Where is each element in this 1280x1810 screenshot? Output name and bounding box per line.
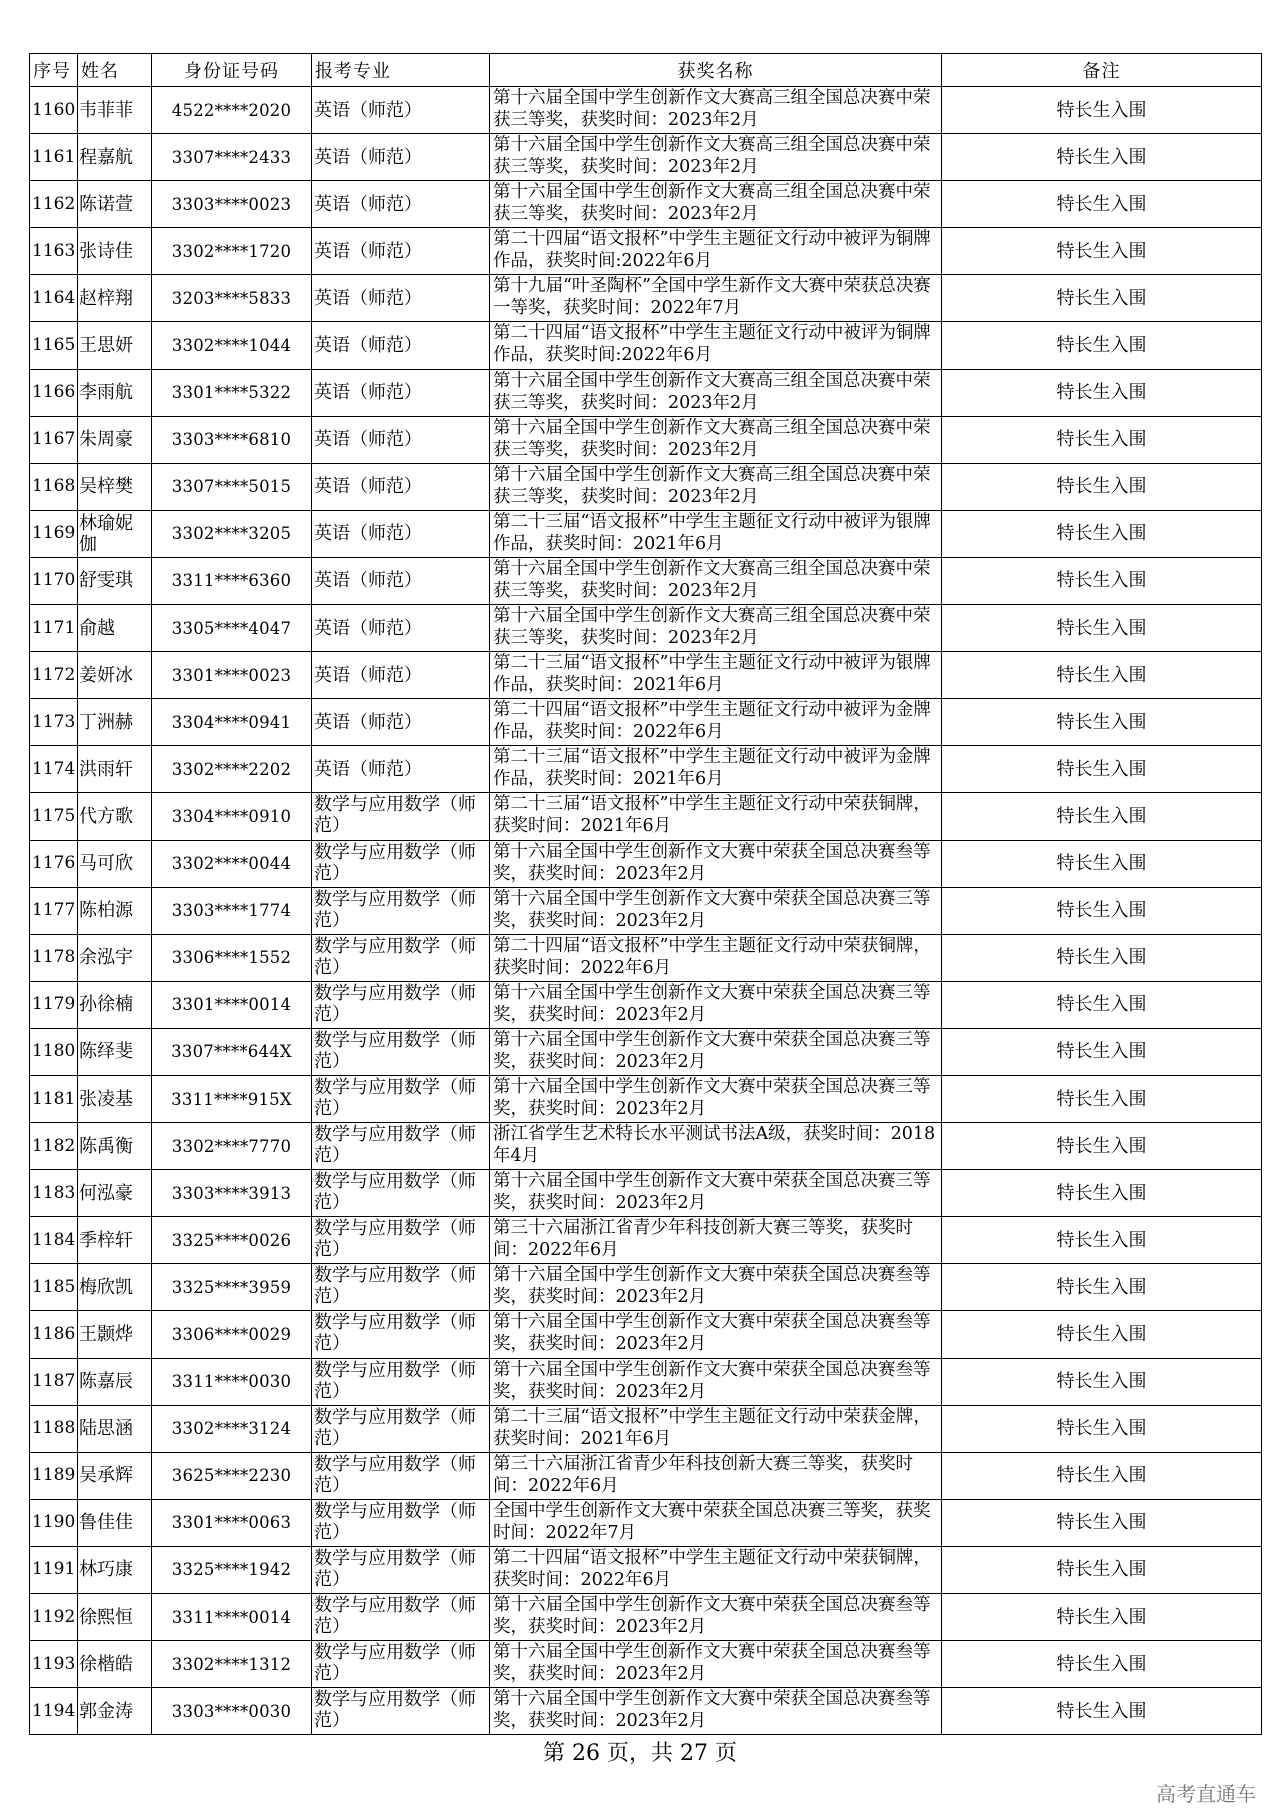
major-cell: 英语（师范）	[312, 463, 490, 510]
name-cell: 舒雯琪	[78, 557, 152, 604]
note-cell: 特长生入围	[942, 1028, 1262, 1075]
serial-cell: 1174	[30, 746, 78, 793]
table-row	[30, 228, 1262, 275]
award-cell: 第二十三届“语文报杯”中学生主题征文行动中荣获金牌，获奖时间：2021年6月	[490, 1405, 942, 1452]
note-cell: 特长生入围	[942, 369, 1262, 416]
table-row	[30, 793, 1262, 840]
note-cell: 特长生入围	[942, 793, 1262, 840]
note-cell: 特长生入围	[942, 1358, 1262, 1405]
major-cell: 数学与应用数学（师范）	[312, 1641, 490, 1688]
id-number-cell: 3303****0023	[152, 181, 312, 228]
id-number-cell: 3303****1774	[152, 887, 312, 934]
header-serial: 序号	[30, 54, 78, 87]
table-body	[30, 87, 1262, 1735]
major-cell: 英语（师范）	[312, 510, 490, 557]
id-number-cell: 3325****0026	[152, 1217, 312, 1264]
award-cell: 第十六届全国中学生创新作文大赛中荣获全国总决赛三等奖，获奖时间：2023年2月	[490, 1170, 942, 1217]
award-cell: 全国中学生创新作文大赛中荣获全国总决赛三等奖，获奖时间：2022年7月	[490, 1499, 942, 1546]
major-cell: 数学与应用数学（师范）	[312, 1405, 490, 1452]
award-cell: 第十六届全国中学生创新作文大赛中荣获全国总决赛叁等奖，获奖时间：2023年2月	[490, 840, 942, 887]
name-cell: 徐熙恒	[78, 1594, 152, 1641]
name-cell: 李雨航	[78, 369, 152, 416]
serial-cell: 1164	[30, 275, 78, 322]
serial-cell: 1160	[30, 87, 78, 134]
id-number-cell: 3303****3913	[152, 1170, 312, 1217]
table-row	[30, 1170, 1262, 1217]
serial-cell: 1161	[30, 134, 78, 181]
note-cell: 特长生入围	[942, 510, 1262, 557]
id-number-cell: 3303****6810	[152, 416, 312, 463]
id-number-cell: 3625****2230	[152, 1452, 312, 1499]
name-cell: 孙徐楠	[78, 981, 152, 1028]
award-cell: 第十六届全国中学生创新作文大赛高三组全国总决赛中荣获三等奖，获奖时间：2023年2月	[490, 87, 942, 134]
major-cell: 数学与应用数学（师范）	[312, 1499, 490, 1546]
name-cell: 马可欣	[78, 840, 152, 887]
major-cell: 数学与应用数学（师范）	[312, 1594, 490, 1641]
id-number-cell: 3302****3124	[152, 1405, 312, 1452]
serial-cell: 1192	[30, 1594, 78, 1641]
table-row	[30, 1123, 1262, 1170]
award-cell: 第十九届“叶圣陶杯”全国中学生新作文大赛中荣获总决赛一等奖，获奖时间：2022年7月	[490, 275, 942, 322]
table-row	[30, 87, 1262, 134]
name-cell: 鲁佳佳	[78, 1499, 152, 1546]
table-row	[30, 1311, 1262, 1358]
note-cell: 特长生入围	[942, 134, 1262, 181]
major-cell: 英语（师范）	[312, 557, 490, 604]
note-cell: 特长生入围	[942, 746, 1262, 793]
serial-cell: 1190	[30, 1499, 78, 1546]
table-row	[30, 134, 1262, 181]
award-cell: 第十六届全国中学生创新作文大赛高三组全国总决赛中荣获三等奖，获奖时间：2023年2月	[490, 557, 942, 604]
id-number-cell: 3311****0014	[152, 1594, 312, 1641]
table-row	[30, 934, 1262, 981]
major-cell: 英语（师范）	[312, 746, 490, 793]
table-row	[30, 887, 1262, 934]
name-cell: 余泓宇	[78, 934, 152, 981]
id-number-cell: 3302****1312	[152, 1641, 312, 1688]
major-cell: 数学与应用数学（师范）	[312, 1217, 490, 1264]
award-cell: 第二十四届“语文报杯”中学生主题征文行动中被评为铜牌作品，获奖时间:2022年6月	[490, 228, 942, 275]
table-row	[30, 1028, 1262, 1075]
table-row	[30, 275, 1262, 322]
major-cell: 英语（师范）	[312, 228, 490, 275]
table-row	[30, 1452, 1262, 1499]
note-cell: 特长生入围	[942, 699, 1262, 746]
serial-cell: 1193	[30, 1641, 78, 1688]
table-row	[30, 652, 1262, 699]
serial-cell: 1176	[30, 840, 78, 887]
note-cell: 特长生入围	[942, 416, 1262, 463]
watermark-text: 高考直通车	[1156, 1782, 1256, 1806]
major-cell: 数学与应用数学（师范）	[312, 1311, 490, 1358]
table-row	[30, 1405, 1262, 1452]
name-cell: 俞越	[78, 605, 152, 652]
serial-cell: 1162	[30, 181, 78, 228]
serial-cell: 1163	[30, 228, 78, 275]
major-cell: 数学与应用数学（师范）	[312, 1264, 490, 1311]
name-cell: 林巧康	[78, 1546, 152, 1593]
header-note: 备注	[942, 54, 1262, 87]
major-cell: 英语（师范）	[312, 369, 490, 416]
table-row	[30, 1499, 1262, 1546]
serial-cell: 1186	[30, 1311, 78, 1358]
id-number-cell: 3302****2202	[152, 746, 312, 793]
major-cell: 英语（师范）	[312, 605, 490, 652]
note-cell: 特长生入围	[942, 275, 1262, 322]
note-cell: 特长生入围	[942, 981, 1262, 1028]
id-number-cell: 3303****0030	[152, 1688, 312, 1735]
major-cell: 数学与应用数学（师范）	[312, 981, 490, 1028]
note-cell: 特长生入围	[942, 605, 1262, 652]
table-header-row	[30, 54, 1262, 87]
table-row	[30, 1546, 1262, 1593]
note-cell: 特长生入围	[942, 1452, 1262, 1499]
major-cell: 数学与应用数学（师范）	[312, 1123, 490, 1170]
table-row	[30, 1641, 1262, 1688]
id-number-cell: 3306****1552	[152, 934, 312, 981]
name-cell: 张诗佳	[78, 228, 152, 275]
name-cell: 姜妍冰	[78, 652, 152, 699]
serial-cell: 1175	[30, 793, 78, 840]
name-cell: 梅欣凯	[78, 1264, 152, 1311]
note-cell: 特长生入围	[942, 1170, 1262, 1217]
id-number-cell: 3302****1720	[152, 228, 312, 275]
award-cell: 第二十三届“语文报杯”中学生主题征文行动中被评为银牌作品，获奖时间：2021年6月	[490, 510, 942, 557]
award-list-sheet	[29, 53, 1261, 1735]
name-cell: 赵梓翔	[78, 275, 152, 322]
id-number-cell: 3304****0910	[152, 793, 312, 840]
award-cell: 第十六届全国中学生创新作文大赛中荣获全国总决赛三等奖，获奖时间：2023年2月	[490, 981, 942, 1028]
name-cell: 程嘉航	[78, 134, 152, 181]
note-cell: 特长生入围	[942, 557, 1262, 604]
id-number-cell: 3305****4047	[152, 605, 312, 652]
serial-cell: 1177	[30, 887, 78, 934]
serial-cell: 1182	[30, 1123, 78, 1170]
award-cell: 第十六届全国中学生创新作文大赛高三组全国总决赛中荣获三等奖，获奖时间：2023年2月	[490, 605, 942, 652]
serial-cell: 1169	[30, 510, 78, 557]
award-cell: 第十六届全国中学生创新作文大赛高三组全国总决赛中荣获三等奖，获奖时间：2023年2月	[490, 463, 942, 510]
table-row	[30, 1358, 1262, 1405]
serial-cell: 1170	[30, 557, 78, 604]
name-cell: 何泓豪	[78, 1170, 152, 1217]
name-cell: 郭金涛	[78, 1688, 152, 1735]
serial-cell: 1167	[30, 416, 78, 463]
major-cell: 英语（师范）	[312, 134, 490, 181]
page-number: 第 26 页，共 27 页	[543, 1741, 737, 1766]
serial-cell: 1168	[30, 463, 78, 510]
table-row	[30, 1217, 1262, 1264]
major-cell: 英语（师范）	[312, 699, 490, 746]
name-cell: 陈禹衡	[78, 1123, 152, 1170]
table-row	[30, 463, 1262, 510]
award-table	[29, 53, 1262, 1735]
major-cell: 数学与应用数学（师范）	[312, 1546, 490, 1593]
note-cell: 特长生入围	[942, 87, 1262, 134]
header-name: 姓名	[78, 54, 152, 87]
note-cell: 特长生入围	[942, 1311, 1262, 1358]
id-number-cell: 3311****6360	[152, 557, 312, 604]
note-cell: 特长生入围	[942, 840, 1262, 887]
serial-cell: 1189	[30, 1452, 78, 1499]
note-cell: 特长生入围	[942, 1075, 1262, 1122]
id-number-cell: 3302****1044	[152, 322, 312, 369]
award-cell: 第十六届全国中学生创新作文大赛高三组全国总决赛中荣获三等奖，获奖时间：2023年2月	[490, 134, 942, 181]
note-cell: 特长生入围	[942, 1499, 1262, 1546]
major-cell: 数学与应用数学（师范）	[312, 1358, 490, 1405]
serial-cell: 1185	[30, 1264, 78, 1311]
id-number-cell: 3307****2433	[152, 134, 312, 181]
note-cell: 特长生入围	[942, 1123, 1262, 1170]
note-cell: 特长生入围	[942, 322, 1262, 369]
award-cell: 第十六届全国中学生创新作文大赛中荣获全国总决赛叁等奖，获奖时间：2023年2月	[490, 1358, 942, 1405]
major-cell: 数学与应用数学（师范）	[312, 887, 490, 934]
major-cell: 英语（师范）	[312, 416, 490, 463]
serial-cell: 1173	[30, 699, 78, 746]
major-cell: 英语（师范）	[312, 652, 490, 699]
serial-cell: 1187	[30, 1358, 78, 1405]
name-cell: 陈柏源	[78, 887, 152, 934]
award-cell: 第二十三届“语文报杯”中学生主题征文行动中被评为银牌作品，获奖时间：2021年6月	[490, 652, 942, 699]
major-cell: 英语（师范）	[312, 181, 490, 228]
major-cell: 数学与应用数学（师范）	[312, 1452, 490, 1499]
table-row	[30, 510, 1262, 557]
name-cell: 陈绎斐	[78, 1028, 152, 1075]
name-cell: 朱周豪	[78, 416, 152, 463]
serial-cell: 1171	[30, 605, 78, 652]
award-cell: 第十六届全国中学生创新作文大赛高三组全国总决赛中荣获三等奖，获奖时间：2023年2月	[490, 181, 942, 228]
id-number-cell: 3311****915X	[152, 1075, 312, 1122]
award-cell: 第十六届全国中学生创新作文大赛高三组全国总决赛中荣获三等奖，获奖时间：2023年2月	[490, 369, 942, 416]
id-number-cell: 3302****7770	[152, 1123, 312, 1170]
note-cell: 特长生入围	[942, 934, 1262, 981]
id-number-cell: 3302****0044	[152, 840, 312, 887]
award-cell: 第十六届全国中学生创新作文大赛中荣获全国总决赛三等奖，获奖时间：2023年2月	[490, 887, 942, 934]
id-number-cell: 3325****3959	[152, 1264, 312, 1311]
serial-cell: 1165	[30, 322, 78, 369]
note-cell: 特长生入围	[942, 1594, 1262, 1641]
table-row	[30, 981, 1262, 1028]
name-cell: 洪雨轩	[78, 746, 152, 793]
note-cell: 特长生入围	[942, 1641, 1262, 1688]
name-cell: 陈嘉辰	[78, 1358, 152, 1405]
serial-cell: 1179	[30, 981, 78, 1028]
award-cell: 第十六届全国中学生创新作文大赛中荣获全国总决赛叁等奖，获奖时间：2023年2月	[490, 1688, 942, 1735]
note-cell: 特长生入围	[942, 887, 1262, 934]
name-cell: 陈诺萱	[78, 181, 152, 228]
serial-cell: 1181	[30, 1075, 78, 1122]
table-row	[30, 181, 1262, 228]
note-cell: 特长生入围	[942, 1217, 1262, 1264]
major-cell: 数学与应用数学（师范）	[312, 934, 490, 981]
major-cell: 数学与应用数学（师范）	[312, 793, 490, 840]
name-cell: 韦菲菲	[78, 87, 152, 134]
id-number-cell: 4522****2020	[152, 87, 312, 134]
award-cell: 第三十六届浙江省青少年科技创新大赛三等奖，获奖时间：2022年6月	[490, 1217, 942, 1264]
note-cell: 特长生入围	[942, 1264, 1262, 1311]
serial-cell: 1178	[30, 934, 78, 981]
award-cell: 第二十三届“语文报杯”中学生主题征文行动中荣获铜牌，获奖时间：2021年6月	[490, 793, 942, 840]
id-number-cell: 3307****644X	[152, 1028, 312, 1075]
major-cell: 数学与应用数学（师范）	[312, 1075, 490, 1122]
major-cell: 数学与应用数学（师范）	[312, 1688, 490, 1735]
major-cell: 数学与应用数学（师范）	[312, 1028, 490, 1075]
note-cell: 特长生入围	[942, 652, 1262, 699]
table-row	[30, 1594, 1262, 1641]
award-cell: 第十六届全国中学生创新作文大赛中荣获全国总决赛三等奖，获奖时间：2023年2月	[490, 1028, 942, 1075]
note-cell: 特长生入围	[942, 463, 1262, 510]
major-cell: 英语（师范）	[312, 322, 490, 369]
award-cell: 第二十三届“语文报杯”中学生主题征文行动中被评为金牌作品，获奖时间：2021年6月	[490, 746, 942, 793]
id-number-cell: 3325****1942	[152, 1546, 312, 1593]
serial-cell: 1172	[30, 652, 78, 699]
table-row	[30, 369, 1262, 416]
serial-cell: 1180	[30, 1028, 78, 1075]
name-cell: 丁洲赫	[78, 699, 152, 746]
serial-cell: 1191	[30, 1546, 78, 1593]
id-number-cell: 3304****0941	[152, 699, 312, 746]
award-cell: 第十六届全国中学生创新作文大赛中荣获全国总决赛叁等奖，获奖时间：2023年2月	[490, 1641, 942, 1688]
name-cell: 吴承辉	[78, 1452, 152, 1499]
id-number-cell: 3311****0030	[152, 1358, 312, 1405]
award-cell: 第十六届全国中学生创新作文大赛中荣获全国总决赛三等奖，获奖时间：2023年2月	[490, 1075, 942, 1122]
id-number-cell: 3301****0014	[152, 981, 312, 1028]
serial-cell: 1184	[30, 1217, 78, 1264]
major-cell: 数学与应用数学（师范）	[312, 840, 490, 887]
name-cell: 徐楷皓	[78, 1641, 152, 1688]
note-cell: 特长生入围	[942, 1688, 1262, 1735]
award-cell: 第十六届全国中学生创新作文大赛中荣获全国总决赛叁等奖，获奖时间：2023年2月	[490, 1594, 942, 1641]
id-number-cell: 3302****3205	[152, 510, 312, 557]
name-cell: 王思妍	[78, 322, 152, 369]
id-number-cell: 3301****0063	[152, 1499, 312, 1546]
id-number-cell: 3301****0023	[152, 652, 312, 699]
major-cell: 数学与应用数学（师范）	[312, 1170, 490, 1217]
name-cell: 代方歌	[78, 793, 152, 840]
note-cell: 特长生入围	[942, 228, 1262, 275]
name-cell: 吴梓樊	[78, 463, 152, 510]
major-cell: 英语（师范）	[312, 87, 490, 134]
serial-cell: 1166	[30, 369, 78, 416]
serial-cell: 1183	[30, 1170, 78, 1217]
note-cell: 特长生入围	[942, 1405, 1262, 1452]
table-row	[30, 840, 1262, 887]
table-row	[30, 1075, 1262, 1122]
table-row	[30, 1264, 1262, 1311]
id-number-cell: 3307****5015	[152, 463, 312, 510]
name-cell: 林瑜妮伽	[78, 510, 152, 557]
award-cell: 第十六届全国中学生创新作文大赛高三组全国总决赛中荣获三等奖，获奖时间：2023年2月	[490, 416, 942, 463]
note-cell: 特长生入围	[942, 1546, 1262, 1593]
serial-cell: 1194	[30, 1688, 78, 1735]
table-row	[30, 557, 1262, 604]
note-cell: 特长生入围	[942, 181, 1262, 228]
award-cell: 第二十四届“语文报杯”中学生主题征文行动中荣获铜牌，获奖时间：2022年6月	[490, 1546, 942, 1593]
id-number-cell: 3203****5833	[152, 275, 312, 322]
award-cell: 第十六届全国中学生创新作文大赛中荣获全国总决赛叁等奖，获奖时间：2023年2月	[490, 1264, 942, 1311]
table-row	[30, 322, 1262, 369]
table-row	[30, 1688, 1262, 1735]
name-cell: 王颢烨	[78, 1311, 152, 1358]
name-cell: 张凌基	[78, 1075, 152, 1122]
major-cell: 英语（师范）	[312, 275, 490, 322]
award-cell: 第三十六届浙江省青少年科技创新大赛三等奖，获奖时间：2022年6月	[490, 1452, 942, 1499]
award-cell: 第二十四届“语文报杯”中学生主题征文行动中被评为铜牌作品，获奖时间:2022年6月	[490, 322, 942, 369]
award-cell: 第二十四届“语文报杯”中学生主题征文行动中被评为金牌作品，获奖时间：2022年6月	[490, 699, 942, 746]
name-cell: 季梓轩	[78, 1217, 152, 1264]
header-id-number: 身份证号码	[152, 54, 312, 87]
header-award: 获奖名称	[490, 54, 942, 87]
id-number-cell: 3301****5322	[152, 369, 312, 416]
award-cell: 浙江省学生艺术特长水平测试书法A级，获奖时间：2018年4月	[490, 1123, 942, 1170]
table-row	[30, 605, 1262, 652]
serial-cell: 1188	[30, 1405, 78, 1452]
table-row	[30, 699, 1262, 746]
table-row	[30, 416, 1262, 463]
header-major: 报考专业	[312, 54, 490, 87]
award-cell: 第二十四届“语文报杯”中学生主题征文行动中荣获铜牌，获奖时间：2022年6月	[490, 934, 942, 981]
id-number-cell: 3306****0029	[152, 1311, 312, 1358]
award-cell: 第十六届全国中学生创新作文大赛中荣获全国总决赛叁等奖，获奖时间：2023年2月	[490, 1311, 942, 1358]
name-cell: 陆思涵	[78, 1405, 152, 1452]
table-row	[30, 746, 1262, 793]
